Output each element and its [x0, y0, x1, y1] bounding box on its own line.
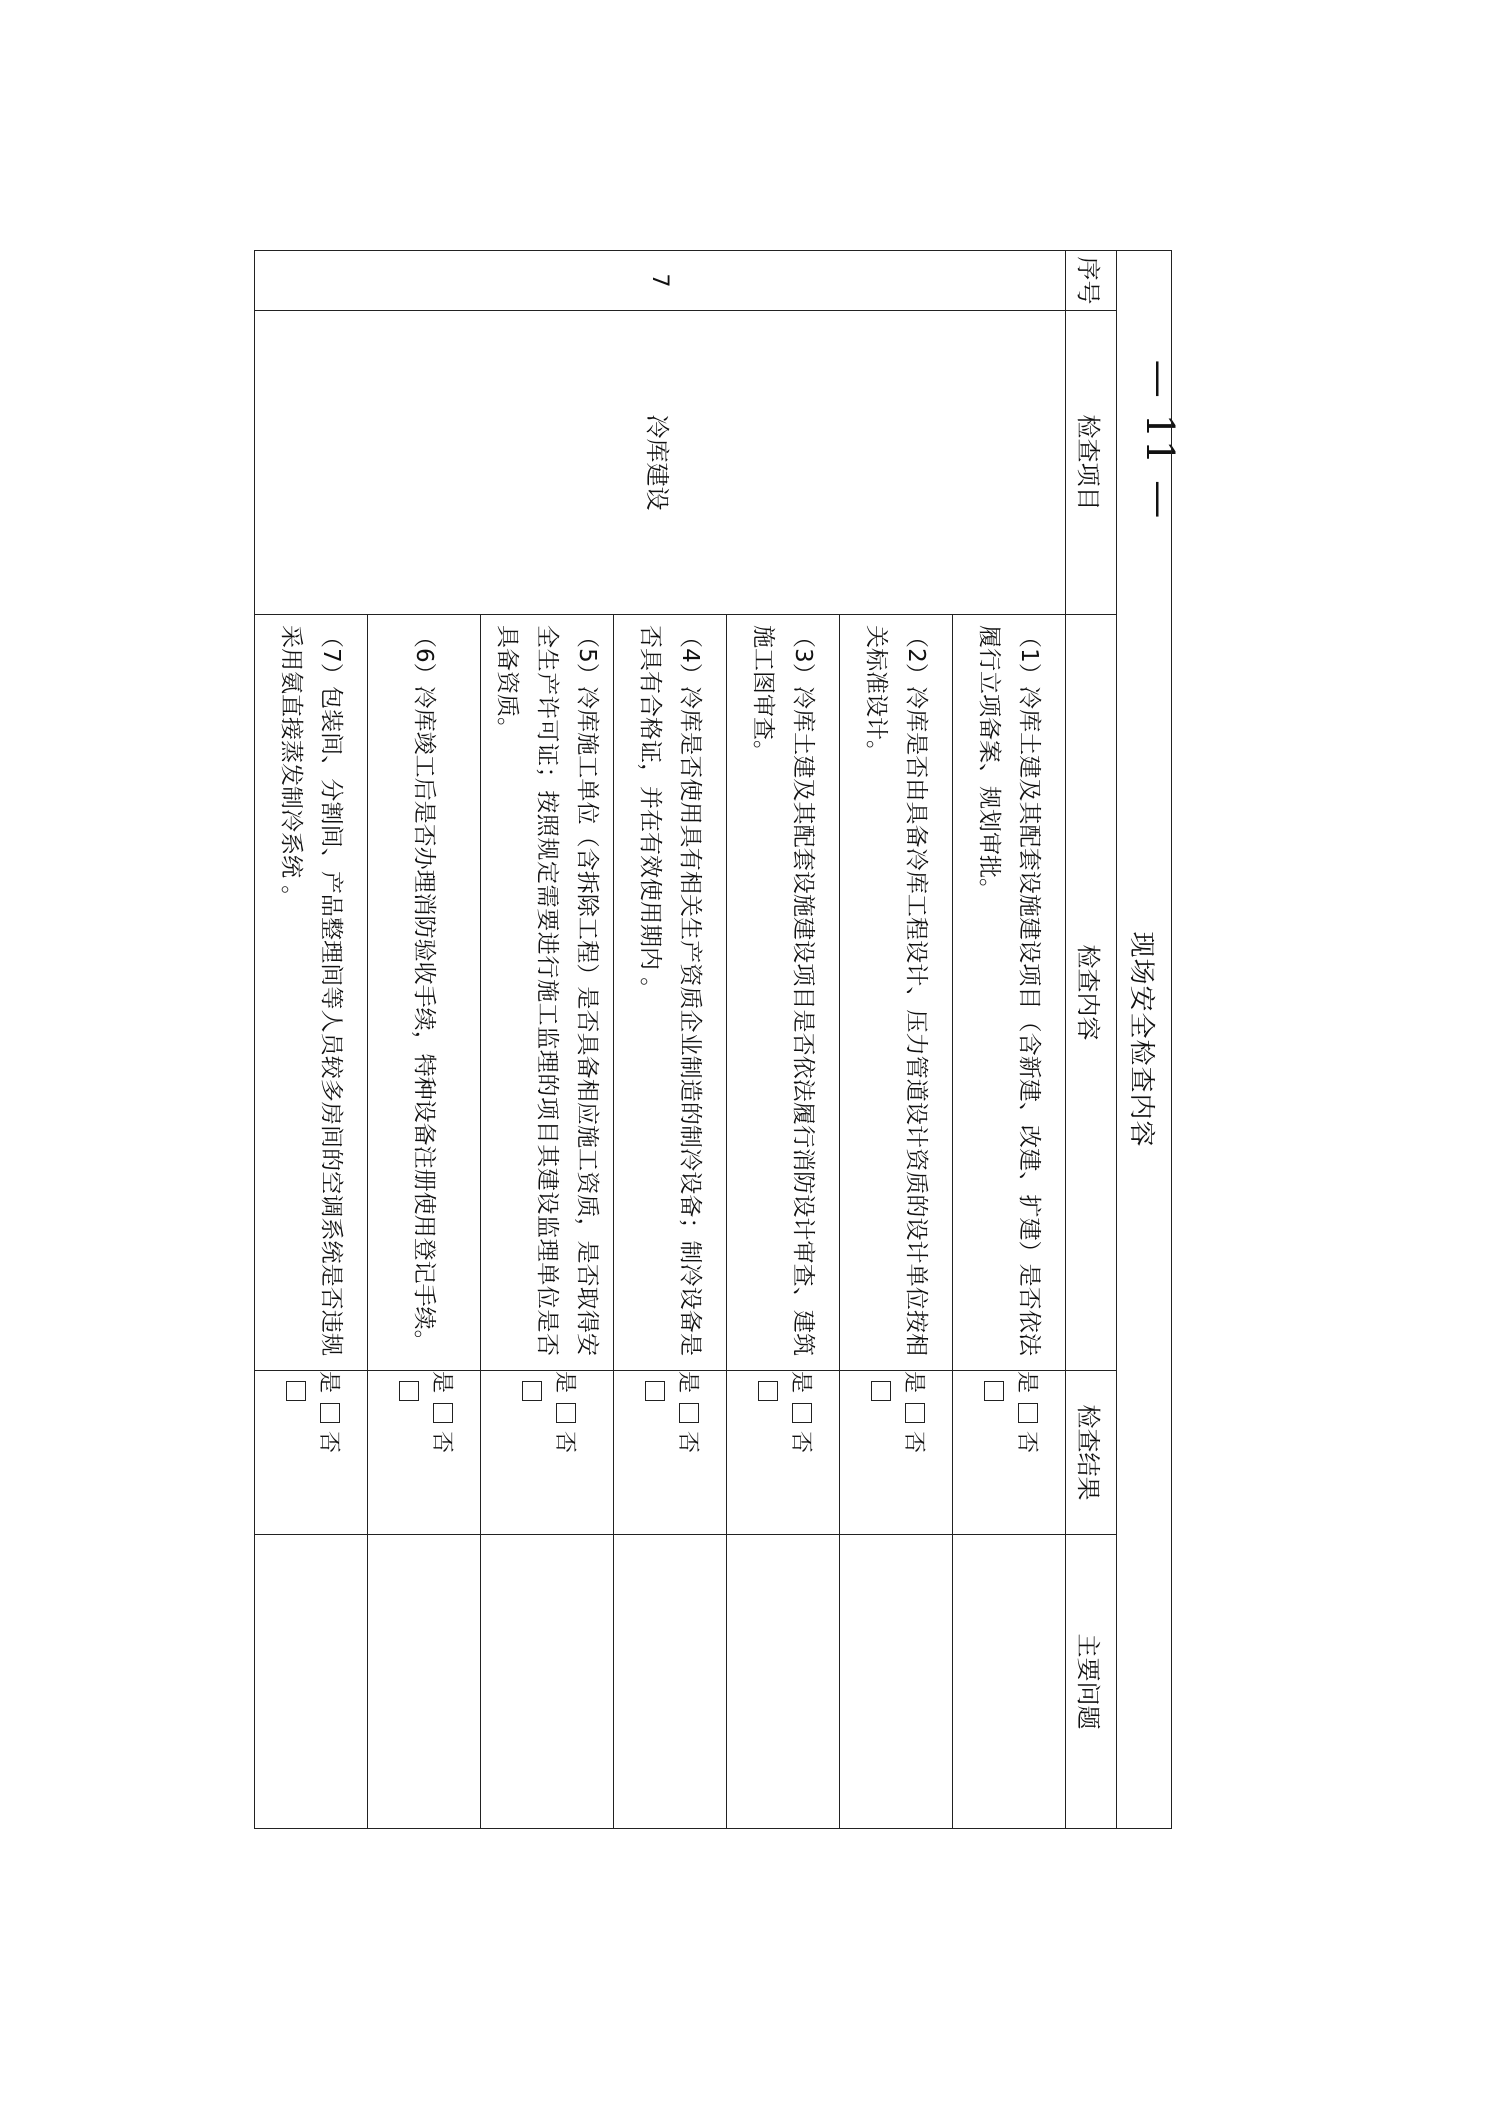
yes-label: 是	[901, 1371, 926, 1394]
group-item: 冷库建设	[255, 311, 1066, 615]
table-title: 现场安全检查内容	[1117, 251, 1172, 1829]
group-seq: 7	[255, 251, 1066, 311]
yes-checkbox[interactable]	[905, 1403, 925, 1423]
no-checkbox[interactable]	[871, 1381, 891, 1401]
no-checkbox[interactable]	[399, 1381, 419, 1401]
problem-cell[interactable]	[255, 1535, 368, 1829]
result-cell	[727, 1371, 840, 1535]
result-cell	[614, 1371, 727, 1535]
header-problem: 主要问题	[1066, 1535, 1117, 1829]
yes-label: 是	[1014, 1371, 1039, 1394]
yes-checkbox[interactable]	[433, 1403, 453, 1423]
yes-checkbox[interactable]	[679, 1403, 699, 1423]
check-content: （2）冷库是否由具备冷库工程设计、压力管道设计资质的设计单位按相关标准设计。	[863, 625, 929, 1356]
problem-cell[interactable]	[481, 1535, 614, 1829]
problem-cell[interactable]	[840, 1535, 953, 1829]
yes-label: 是	[429, 1371, 454, 1394]
yes-label: 是	[675, 1371, 700, 1394]
problem-cell[interactable]	[727, 1535, 840, 1829]
yes-checkbox[interactable]	[556, 1403, 576, 1423]
check-content: （4）冷库是否使用具有相关生产资质企业制造的制冷设备；制冷设备是否具有合格证，并在有效使用期内 。	[637, 625, 703, 1356]
no-label: 否	[316, 1431, 341, 1454]
check-content: （7）包装间、分割间、产品整理间等人员较多房间的空调系统是否违规采用氨直接蒸发制冷系统 。	[278, 625, 344, 1356]
rotated-table-wrapper	[260, 250, 1172, 1828]
result-cell	[840, 1371, 953, 1535]
table-row	[953, 251, 1066, 1829]
check-content: （3）冷库土建及其配套设施建设项目是否依法履行消防设计审查、建筑施工图审查。	[750, 625, 816, 1356]
no-label: 否	[429, 1431, 454, 1454]
yes-checkbox[interactable]	[792, 1403, 812, 1423]
no-label: 否	[788, 1431, 813, 1454]
no-checkbox[interactable]	[758, 1381, 778, 1401]
problem-cell[interactable]	[953, 1535, 1066, 1829]
header-seq: 序号	[1066, 251, 1117, 311]
no-checkbox[interactable]	[522, 1381, 542, 1401]
problem-cell[interactable]	[368, 1535, 481, 1829]
header-result: 检查结果	[1066, 1371, 1117, 1535]
result-cell	[368, 1371, 481, 1535]
no-label: 否	[901, 1431, 926, 1454]
no-checkbox[interactable]	[984, 1381, 1004, 1401]
header-content: 检查内容	[1066, 615, 1117, 1371]
yes-checkbox[interactable]	[1018, 1403, 1038, 1423]
yes-checkbox[interactable]	[320, 1403, 340, 1423]
check-content: （1）冷库土建及其配套设施建设项目（含新建、改建、扩建）是否依法履行立项备案、规划审批。	[976, 625, 1042, 1356]
no-label: 否	[552, 1431, 577, 1454]
no-label: 否	[675, 1431, 700, 1454]
problem-cell[interactable]	[614, 1535, 727, 1829]
inspection-table	[254, 250, 1172, 1829]
result-cell	[953, 1371, 1066, 1535]
page-number: — 11 —	[1138, 359, 1182, 521]
check-content: （6）冷库竣工后是否办理消防验收手续，特种设备注册使用登记手续。	[411, 625, 437, 1353]
no-checkbox[interactable]	[645, 1381, 665, 1401]
header-item: 检查项目	[1066, 311, 1117, 615]
result-cell	[255, 1371, 368, 1535]
check-content: （5）冷库施工单位（含拆除工程）是否具备相应施工资质，是否取得安全生产许可证；按照规定需要进行施工监理的项目其建设监理单位是否具备资质。	[494, 625, 600, 1356]
yes-label: 是	[316, 1371, 341, 1394]
yes-label: 是	[788, 1371, 813, 1394]
no-label: 否	[1014, 1431, 1039, 1454]
result-cell	[481, 1371, 614, 1535]
yes-label: 是	[552, 1371, 577, 1394]
no-checkbox[interactable]	[286, 1381, 306, 1401]
